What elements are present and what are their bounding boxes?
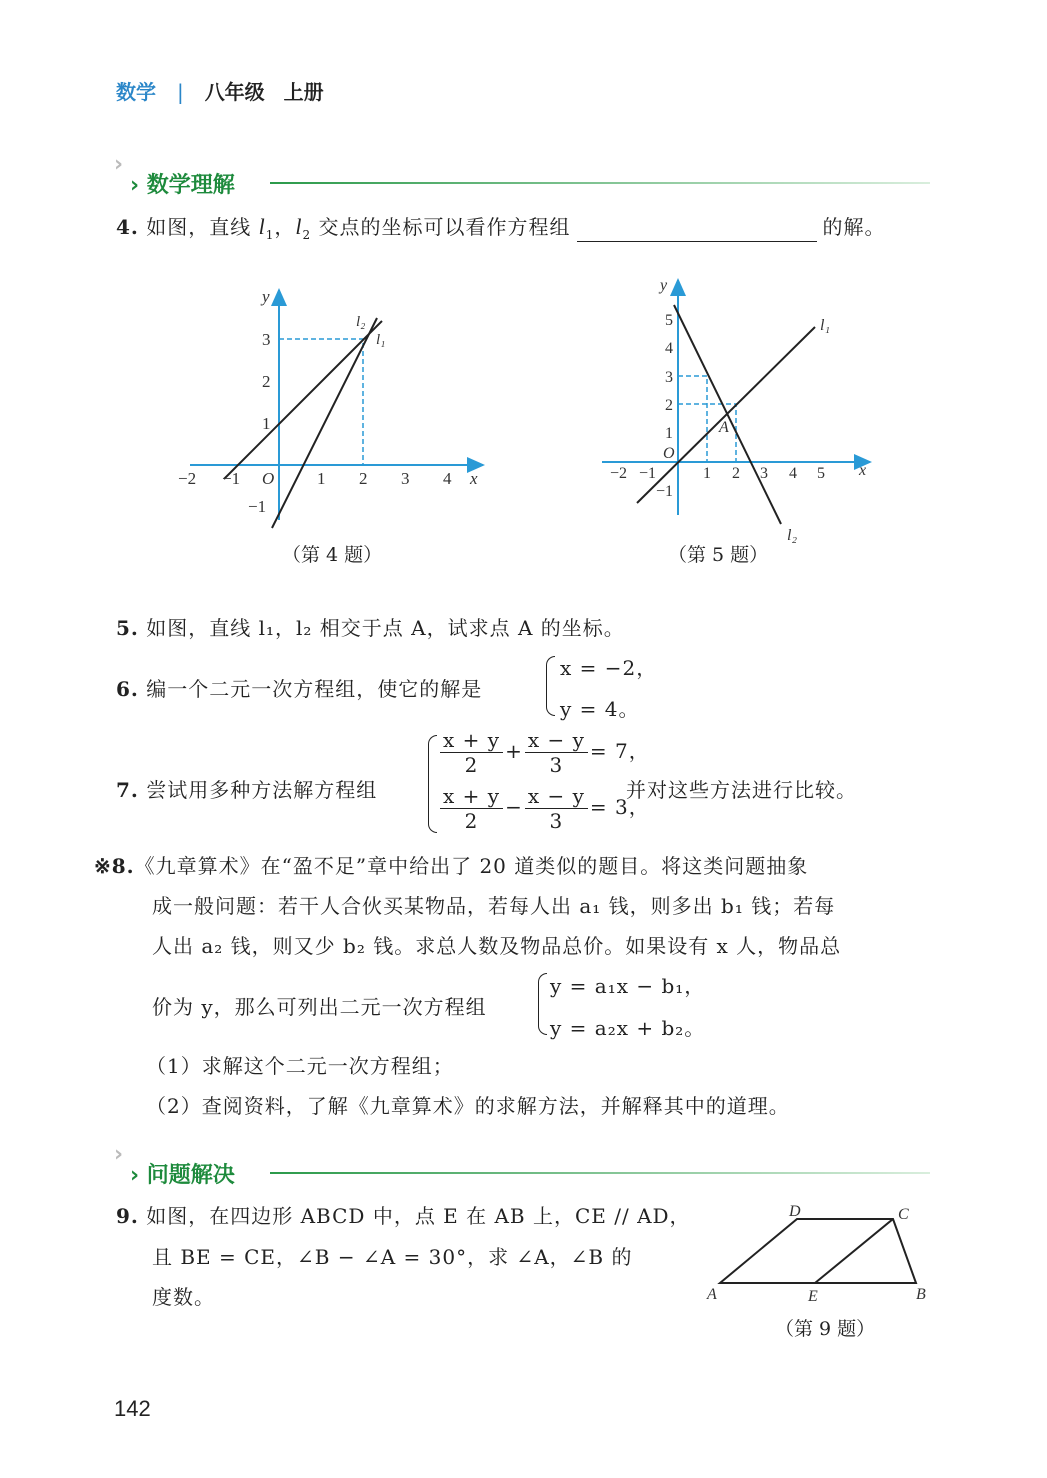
brace <box>538 973 547 1035</box>
question-number: 5. <box>116 616 139 640</box>
question-number: 6. <box>116 677 139 701</box>
x-tick: 3 <box>760 465 768 482</box>
q4-text: 如图，直线 <box>146 215 252 239</box>
equation: x = −2， <box>560 656 658 680</box>
rhs: = 7， <box>589 739 650 763</box>
y-label: y <box>660 277 668 294</box>
l1-label: l₁ <box>376 332 386 348</box>
denominator: 2 <box>464 753 479 777</box>
equation <box>438 784 650 833</box>
q9-text: 且 BE = CE，∠B − ∠A = 30°，求 ∠A，∠B 的 <box>152 1245 633 1269</box>
q6-text: 编一个二元一次方程组，使它的解是 <box>146 677 483 701</box>
comma: ， <box>274 215 296 239</box>
question-7 <box>116 774 377 803</box>
q8-text: 《九章算术》在“盈不足”章中给出了 20 道类似的题目。将这类问题抽象 <box>134 854 809 878</box>
section-problem-solving <box>130 1158 235 1189</box>
dashed-guide <box>279 339 363 465</box>
segment-ce <box>815 1219 893 1283</box>
x-tick: −2 <box>178 469 197 488</box>
brace <box>428 735 437 833</box>
numerator: x + y <box>440 784 503 809</box>
vertex-b: B <box>916 1286 926 1303</box>
origin-label: O <box>262 469 275 488</box>
equation: y = 4。 <box>560 697 640 721</box>
y-tick: −1 <box>248 497 267 516</box>
l2-label: l₂ <box>787 527 798 544</box>
section-divider <box>270 1172 930 1174</box>
operator: + <box>505 739 523 763</box>
origin-label: O <box>663 445 675 462</box>
y-tick: 2 <box>262 372 271 391</box>
denominator: 2 <box>464 809 479 833</box>
figure-4-caption: （第 4 题） <box>282 544 383 566</box>
page-number: 142 <box>114 1396 151 1421</box>
line-l2 <box>674 305 781 524</box>
y-tick: 1 <box>665 425 673 442</box>
denominator: 3 <box>549 753 564 777</box>
quadrilateral-abcd <box>720 1219 916 1283</box>
q4-text: 的解。 <box>822 215 886 239</box>
sub: 2 <box>302 228 312 242</box>
rhs: = 3， <box>589 795 650 819</box>
x-tick: 2 <box>732 465 740 482</box>
equation: y = a₁x − b₁， <box>550 974 706 998</box>
x-tick: −2 <box>610 465 628 482</box>
l2-label: l₂ <box>356 314 366 330</box>
l2: l <box>295 214 303 239</box>
line-l2 <box>272 318 377 528</box>
chevron-right-icon: › <box>130 173 147 198</box>
question-8 <box>94 850 808 879</box>
x-tick: 1 <box>703 465 711 482</box>
x-tick: −1 <box>639 465 657 482</box>
chevron-icon: › <box>114 152 124 177</box>
y-label: y <box>262 287 270 306</box>
x-tick: 2 <box>359 469 368 488</box>
y-tick: 2 <box>665 397 673 414</box>
brace <box>546 656 555 716</box>
x-label: x <box>470 469 478 488</box>
subquestion: （2）查阅资料，了解《九章算术》的求解方法，并解释其中的道理。 <box>146 1094 790 1118</box>
q9-text: 如图，在四边形 ABCD 中，点 E 在 AB 上，CE // AD， <box>146 1204 691 1228</box>
subquestion: （1）求解这个二元一次方程组； <box>146 1054 454 1078</box>
l1: l <box>258 214 266 239</box>
x-tick: 1 <box>317 469 326 488</box>
chevron-icon: › <box>114 1142 124 1167</box>
question-number: 4. <box>116 215 139 239</box>
volume: 上册 <box>283 80 324 104</box>
numerator: x − y <box>525 728 588 753</box>
y-tick: −1 <box>656 483 674 500</box>
sub: 1 <box>265 228 275 242</box>
equation <box>438 728 650 777</box>
x-tick: 3 <box>401 469 410 488</box>
question-number: ※8. <box>94 854 135 878</box>
line-l1 <box>224 321 382 479</box>
question-6 <box>116 673 482 702</box>
l1-label: l₁ <box>820 317 831 334</box>
question-5 <box>116 612 625 641</box>
chevron-right-icon: › <box>130 1163 147 1188</box>
point-a-label: A <box>719 419 729 436</box>
x-tick: 4 <box>789 465 797 482</box>
x-label: x <box>859 462 867 479</box>
header-separator: | <box>176 80 184 104</box>
q8-text: 人出 a₂ 钱，则又少 b₂ 钱。求总人数及物品总价。如果设有 x 人，物品总 <box>152 934 842 958</box>
q8-text: 价为 y，那么可列出二元一次方程组 <box>152 995 487 1019</box>
figure-9 <box>0 1190 1047 1310</box>
y-tick: 1 <box>262 414 271 433</box>
subject: 数学 <box>116 80 156 104</box>
y-tick: 3 <box>262 330 271 349</box>
x-tick: 4 <box>443 469 452 488</box>
point-e: E <box>808 1288 818 1305</box>
question-number: 7. <box>116 778 139 802</box>
x-tick: 5 <box>817 465 825 482</box>
numerator: x + y <box>440 728 503 753</box>
figure-4 <box>0 0 1047 600</box>
section-title: 问题解决 <box>146 1163 235 1188</box>
q7-text: 尝试用多种方法解方程组 <box>146 778 378 802</box>
question-number: 9. <box>116 1204 139 1228</box>
denominator: 3 <box>549 809 564 833</box>
operator: − <box>505 795 523 819</box>
y-tick: 3 <box>665 369 673 386</box>
q9-text: 度数。 <box>152 1285 215 1309</box>
y-tick: 5 <box>665 312 673 329</box>
q5-text: 如图，直线 l₁，l₂ 相交于点 A，试求点 A 的坐标。 <box>146 616 625 640</box>
vertex-a: A <box>707 1286 717 1303</box>
numerator: x − y <box>525 784 588 809</box>
figure-5-caption: （第 5 题） <box>668 544 769 566</box>
equation: y = a₂x + b₂。 <box>550 1016 706 1040</box>
y-tick: 4 <box>665 340 673 357</box>
q8-text: 成一般问题：若干人合伙买某物品，若每人出 a₁ 钱，则多出 b₁ 钱；若每 <box>152 894 836 918</box>
x-tick: −1 <box>222 469 241 488</box>
vertex-c: C <box>898 1206 909 1223</box>
vertex-d: D <box>789 1203 801 1220</box>
q7-text: 并对这些方法进行比较。 <box>626 778 857 802</box>
figure-9-caption: （第 9 题） <box>775 1318 876 1340</box>
section-title: 数学理解 <box>146 173 235 198</box>
q4-text: 交点的坐标可以看作方程组 <box>318 215 571 239</box>
grade: 八年级 <box>204 80 265 104</box>
